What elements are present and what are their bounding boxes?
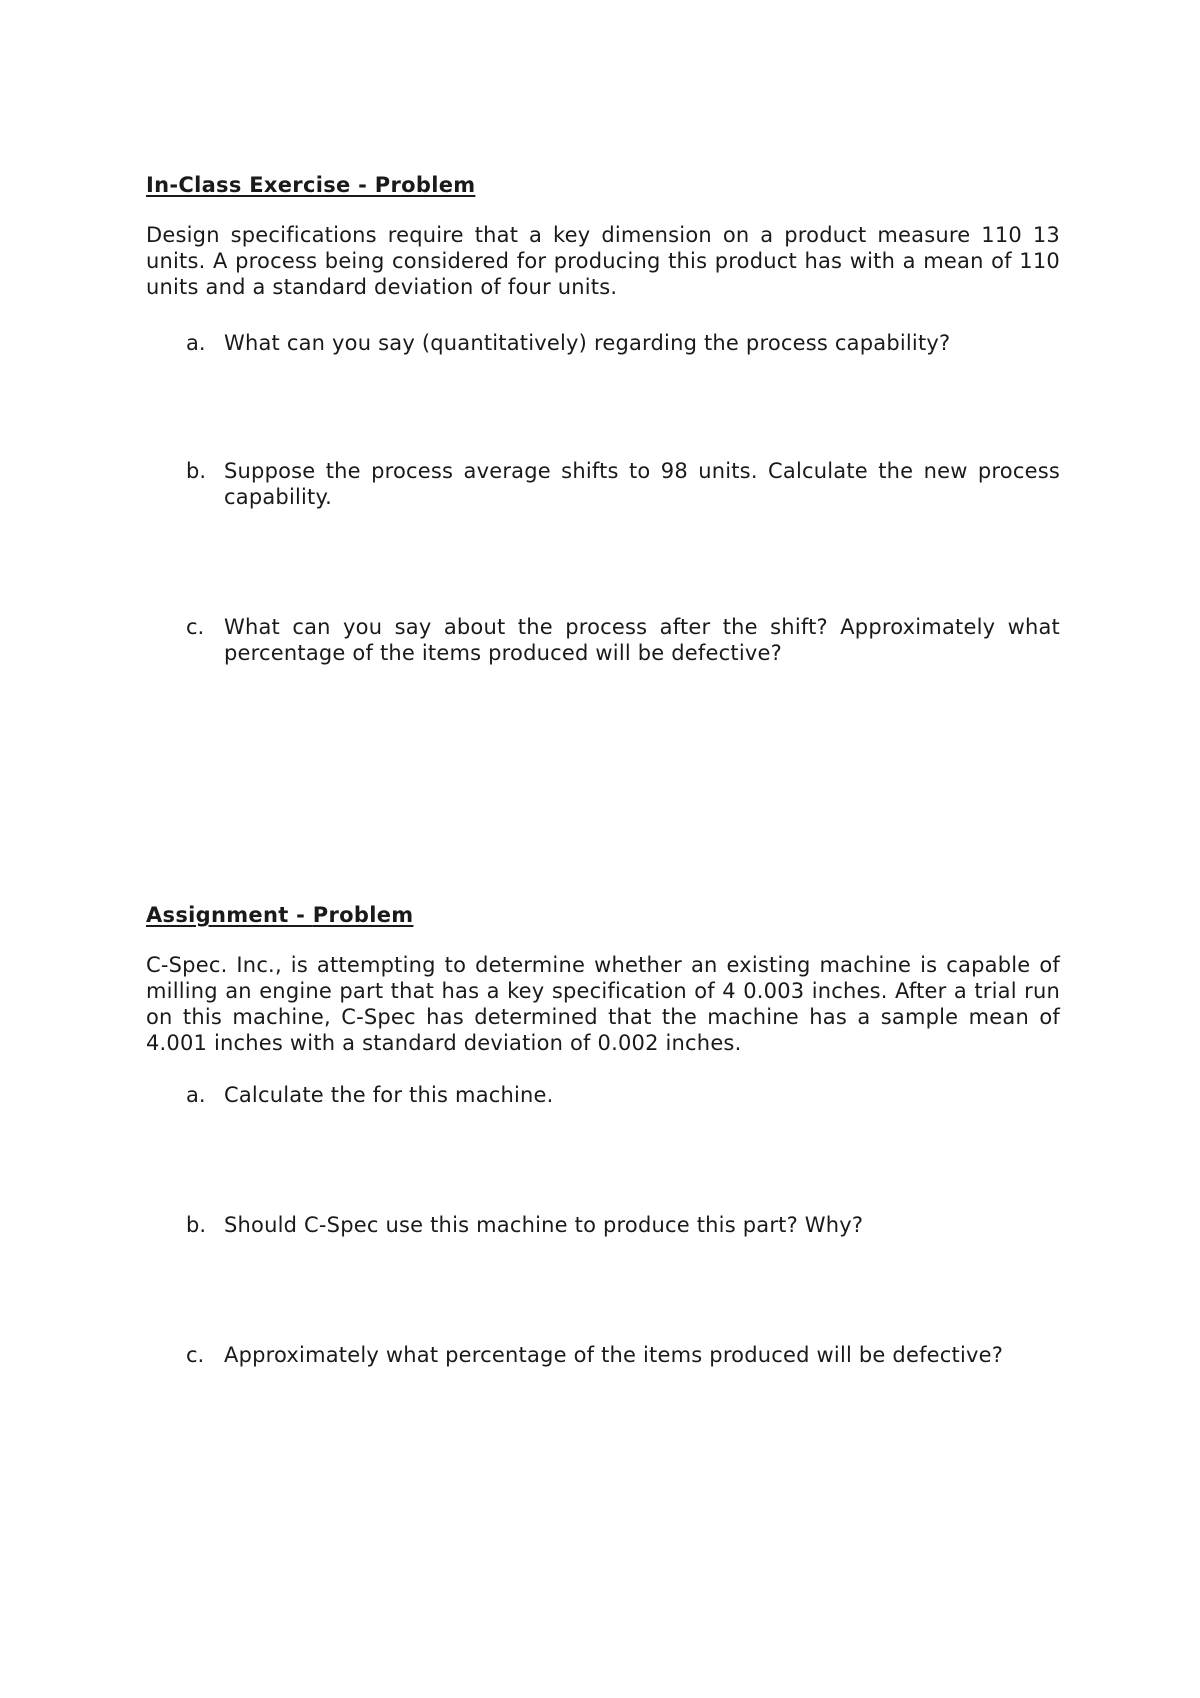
question-text: What can you say about the process after the shift? Approximately what percentage of the items produced will be defective? [224, 615, 1060, 665]
question-text: What can you say (quantitatively) regarding the process capability? [224, 331, 951, 355]
in-class-intro-block [146, 222, 1060, 300]
assignment-heading-part2: Problem [312, 903, 414, 927]
assignment-question-c [186, 1342, 1060, 1368]
in-class-question-b [186, 458, 1060, 510]
in-class-question-c [186, 614, 1060, 666]
question-marker: a. [186, 331, 206, 355]
question-marker: a. [186, 1083, 206, 1107]
in-class-heading-text: In-Class Exercise - Problem [146, 173, 476, 197]
assignment-intro: C-Spec. Inc., is attempting to determine whether an existing machine is capable of milling an engine part that has a key specification of 4 0.003 inches. After a trial run on this machine, C-Spec has determined that the machine has a sample mean of 4.001 inches with a standard deviation of 0.002 inches. [146, 953, 1060, 1055]
question-marker: c. [186, 1343, 205, 1367]
in-class-heading [146, 172, 1060, 198]
assignment-intro-block [146, 952, 1060, 1056]
question-marker: b. [186, 1213, 207, 1237]
assignment-section [146, 902, 1060, 928]
question-text: Should C-Spec use this machine to produce this part? Why? [224, 1213, 864, 1237]
in-class-question-a [186, 330, 1060, 356]
in-class-intro: Design specifications require that a key dimension on a product measure 110 13 units. A process being considered for producing this product has with a mean of 110 units and a standard deviation of four units. [146, 223, 1060, 299]
question-marker: c. [186, 615, 205, 639]
question-marker: b. [186, 459, 207, 483]
assignment-question-b [186, 1212, 1060, 1238]
assignment-question-a [186, 1082, 1060, 1108]
assignment-heading [146, 902, 1060, 928]
question-text: Suppose the process average shifts to 98 units. Calculate the new process capability. [224, 459, 1060, 509]
question-text: Calculate the for this machine. [224, 1083, 554, 1107]
in-class-section [146, 172, 1060, 198]
question-text: Approximately what percentage of the items produced will be defective? [224, 1343, 1004, 1367]
assignment-heading-part1: Assignment - [146, 903, 313, 927]
